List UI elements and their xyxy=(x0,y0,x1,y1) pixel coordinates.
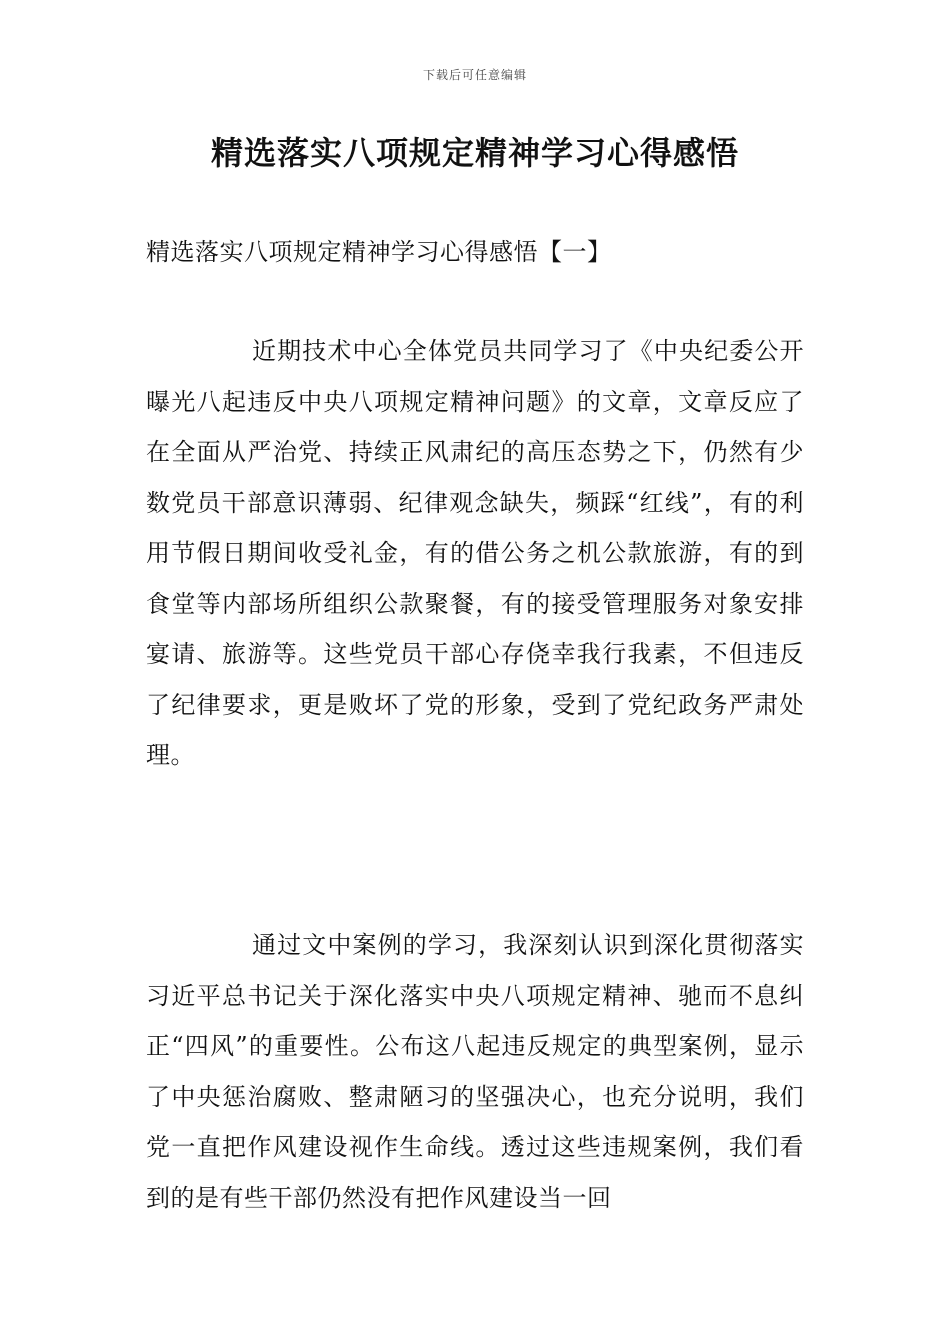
paragraph-1: 近期技术中心全体党员共同学习了《中央纪委公开曝光八起违反中央八项规定精神问题》的文章，文章反应了在全面从严治党、持续正风肃纪的高压态势之下，仍然有少数党员干部意识薄弱、纪律观念缺失，频踩“红线”，有的利用节假日期间收受礼金，有的借公务之机公款旅游，有的到食堂等内部场所组织公款聚餐，有的接受管理服务对象安排宴请、旅游等。这些党员干部心存侥幸我行我素，不但违反了纪律要求，更是败坏了党的形象，受到了党纪政务严肃处理。 xyxy=(146,337,804,769)
document-title: 精选落实八项规定精神学习心得感悟 xyxy=(210,134,739,172)
section-heading: 精选落实八项规定精神学习心得感悟【一】 xyxy=(146,238,612,266)
paragraph-2: 通过文中案例的学习，我深刻认识到深化贯彻落实习近平总书记关于深化落实中央八项规定精神、驰而不息纠正“四风”的重要性。公布这八起违反规定的典型案例，显示了中央惩治腐败、整肃陋习的坚强决心，也充分说明，我们党一直把作风建设视作生命线。透过这些违规案例，我们看到的是有些干部仍然没有把作风建设当一回 xyxy=(146,931,804,1212)
header-note: 下载后可任意编辑 xyxy=(422,68,527,82)
